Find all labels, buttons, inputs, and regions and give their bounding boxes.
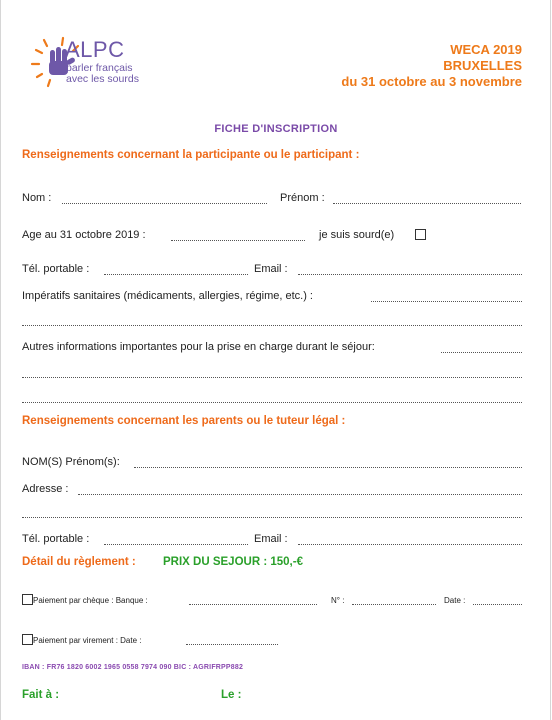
page-border-left: [0, 0, 1, 720]
autres-label: Autres informations importantes pour la prise en charge durant le séjour:: [22, 341, 375, 353]
nom-label: Nom :: [22, 192, 52, 204]
email2-label: Email :: [254, 533, 288, 545]
cheque-checkbox[interactable]: [22, 594, 33, 605]
virement-checkbox[interactable]: [22, 634, 33, 645]
sanitaires-field[interactable]: [371, 301, 522, 302]
virement-label: Paiement par virement : Date :: [33, 636, 142, 645]
logo-name: ALPC: [65, 37, 125, 62]
sanitaires-label: Impératifs sanitaires (médicaments, allergies, régime, etc.) :: [22, 290, 313, 302]
email-field[interactable]: [298, 274, 522, 275]
sourd-checkbox[interactable]: [415, 229, 426, 240]
noms-label: NOM(S) Prénom(s):: [22, 456, 120, 468]
tel-label: Tél. portable :: [22, 263, 90, 275]
le-label: Le :: [221, 689, 242, 701]
prix-sejour: PRIX DU SEJOUR : 150,-€: [163, 556, 303, 568]
fait-a-label: Fait à :: [22, 689, 60, 701]
adresse-label: Adresse :: [22, 483, 69, 495]
event-name: WECA 2019: [450, 42, 522, 57]
email-label: Email :: [254, 263, 288, 275]
adresse-field[interactable]: [78, 494, 522, 495]
tel2-label: Tél. portable :: [22, 533, 90, 545]
adresse-field-line2[interactable]: [22, 517, 522, 518]
age-label: Age au 31 octobre 2019 :: [22, 229, 146, 241]
numero-field[interactable]: [352, 604, 436, 605]
age-field[interactable]: [171, 240, 305, 241]
logo-subtitle-line2: avec les sourds: [66, 73, 139, 85]
prenom-label: Prénom :: [280, 192, 325, 204]
banque-field[interactable]: [189, 604, 317, 605]
autres-field-line2[interactable]: [22, 377, 522, 378]
iban-text: IBAN : FR76 1820 6002 1965 0558 7974 090 BIC : AGRIFRPP882: [22, 664, 244, 671]
cheque-label: Paiement par chèque : Banque :: [33, 596, 148, 605]
section-parents-heading: Renseignements concernant les parents ou le tuteur légal :: [22, 415, 346, 427]
noms-field[interactable]: [134, 467, 522, 468]
logo-subtitle-line1: parler français: [66, 62, 133, 74]
reglement-heading: Détail du règlement :: [22, 556, 136, 568]
section-participant-heading: Renseignements concernant la participante ou le participant :: [22, 149, 360, 161]
tel-field[interactable]: [104, 274, 248, 275]
numero-label: N° :: [331, 596, 345, 605]
sanitaires-field-line2[interactable]: [22, 325, 522, 326]
virement-date-field[interactable]: [186, 644, 278, 645]
autres-field-line3[interactable]: [22, 402, 522, 403]
page-border-right: [550, 0, 551, 720]
date-label: Date :: [444, 596, 466, 605]
event-city: BRUXELLES: [443, 58, 522, 73]
form-title: FICHE D'INSCRIPTION: [214, 123, 338, 135]
prenom-field[interactable]: [333, 203, 521, 204]
email2-field[interactable]: [298, 544, 522, 545]
date-field[interactable]: [473, 604, 522, 605]
autres-field[interactable]: [441, 352, 522, 353]
event-dates: du 31 octobre au 3 novembre: [341, 74, 522, 89]
tel2-field[interactable]: [104, 544, 248, 545]
sourd-label: je suis sourd(e): [319, 229, 395, 241]
nom-field[interactable]: [62, 203, 267, 204]
